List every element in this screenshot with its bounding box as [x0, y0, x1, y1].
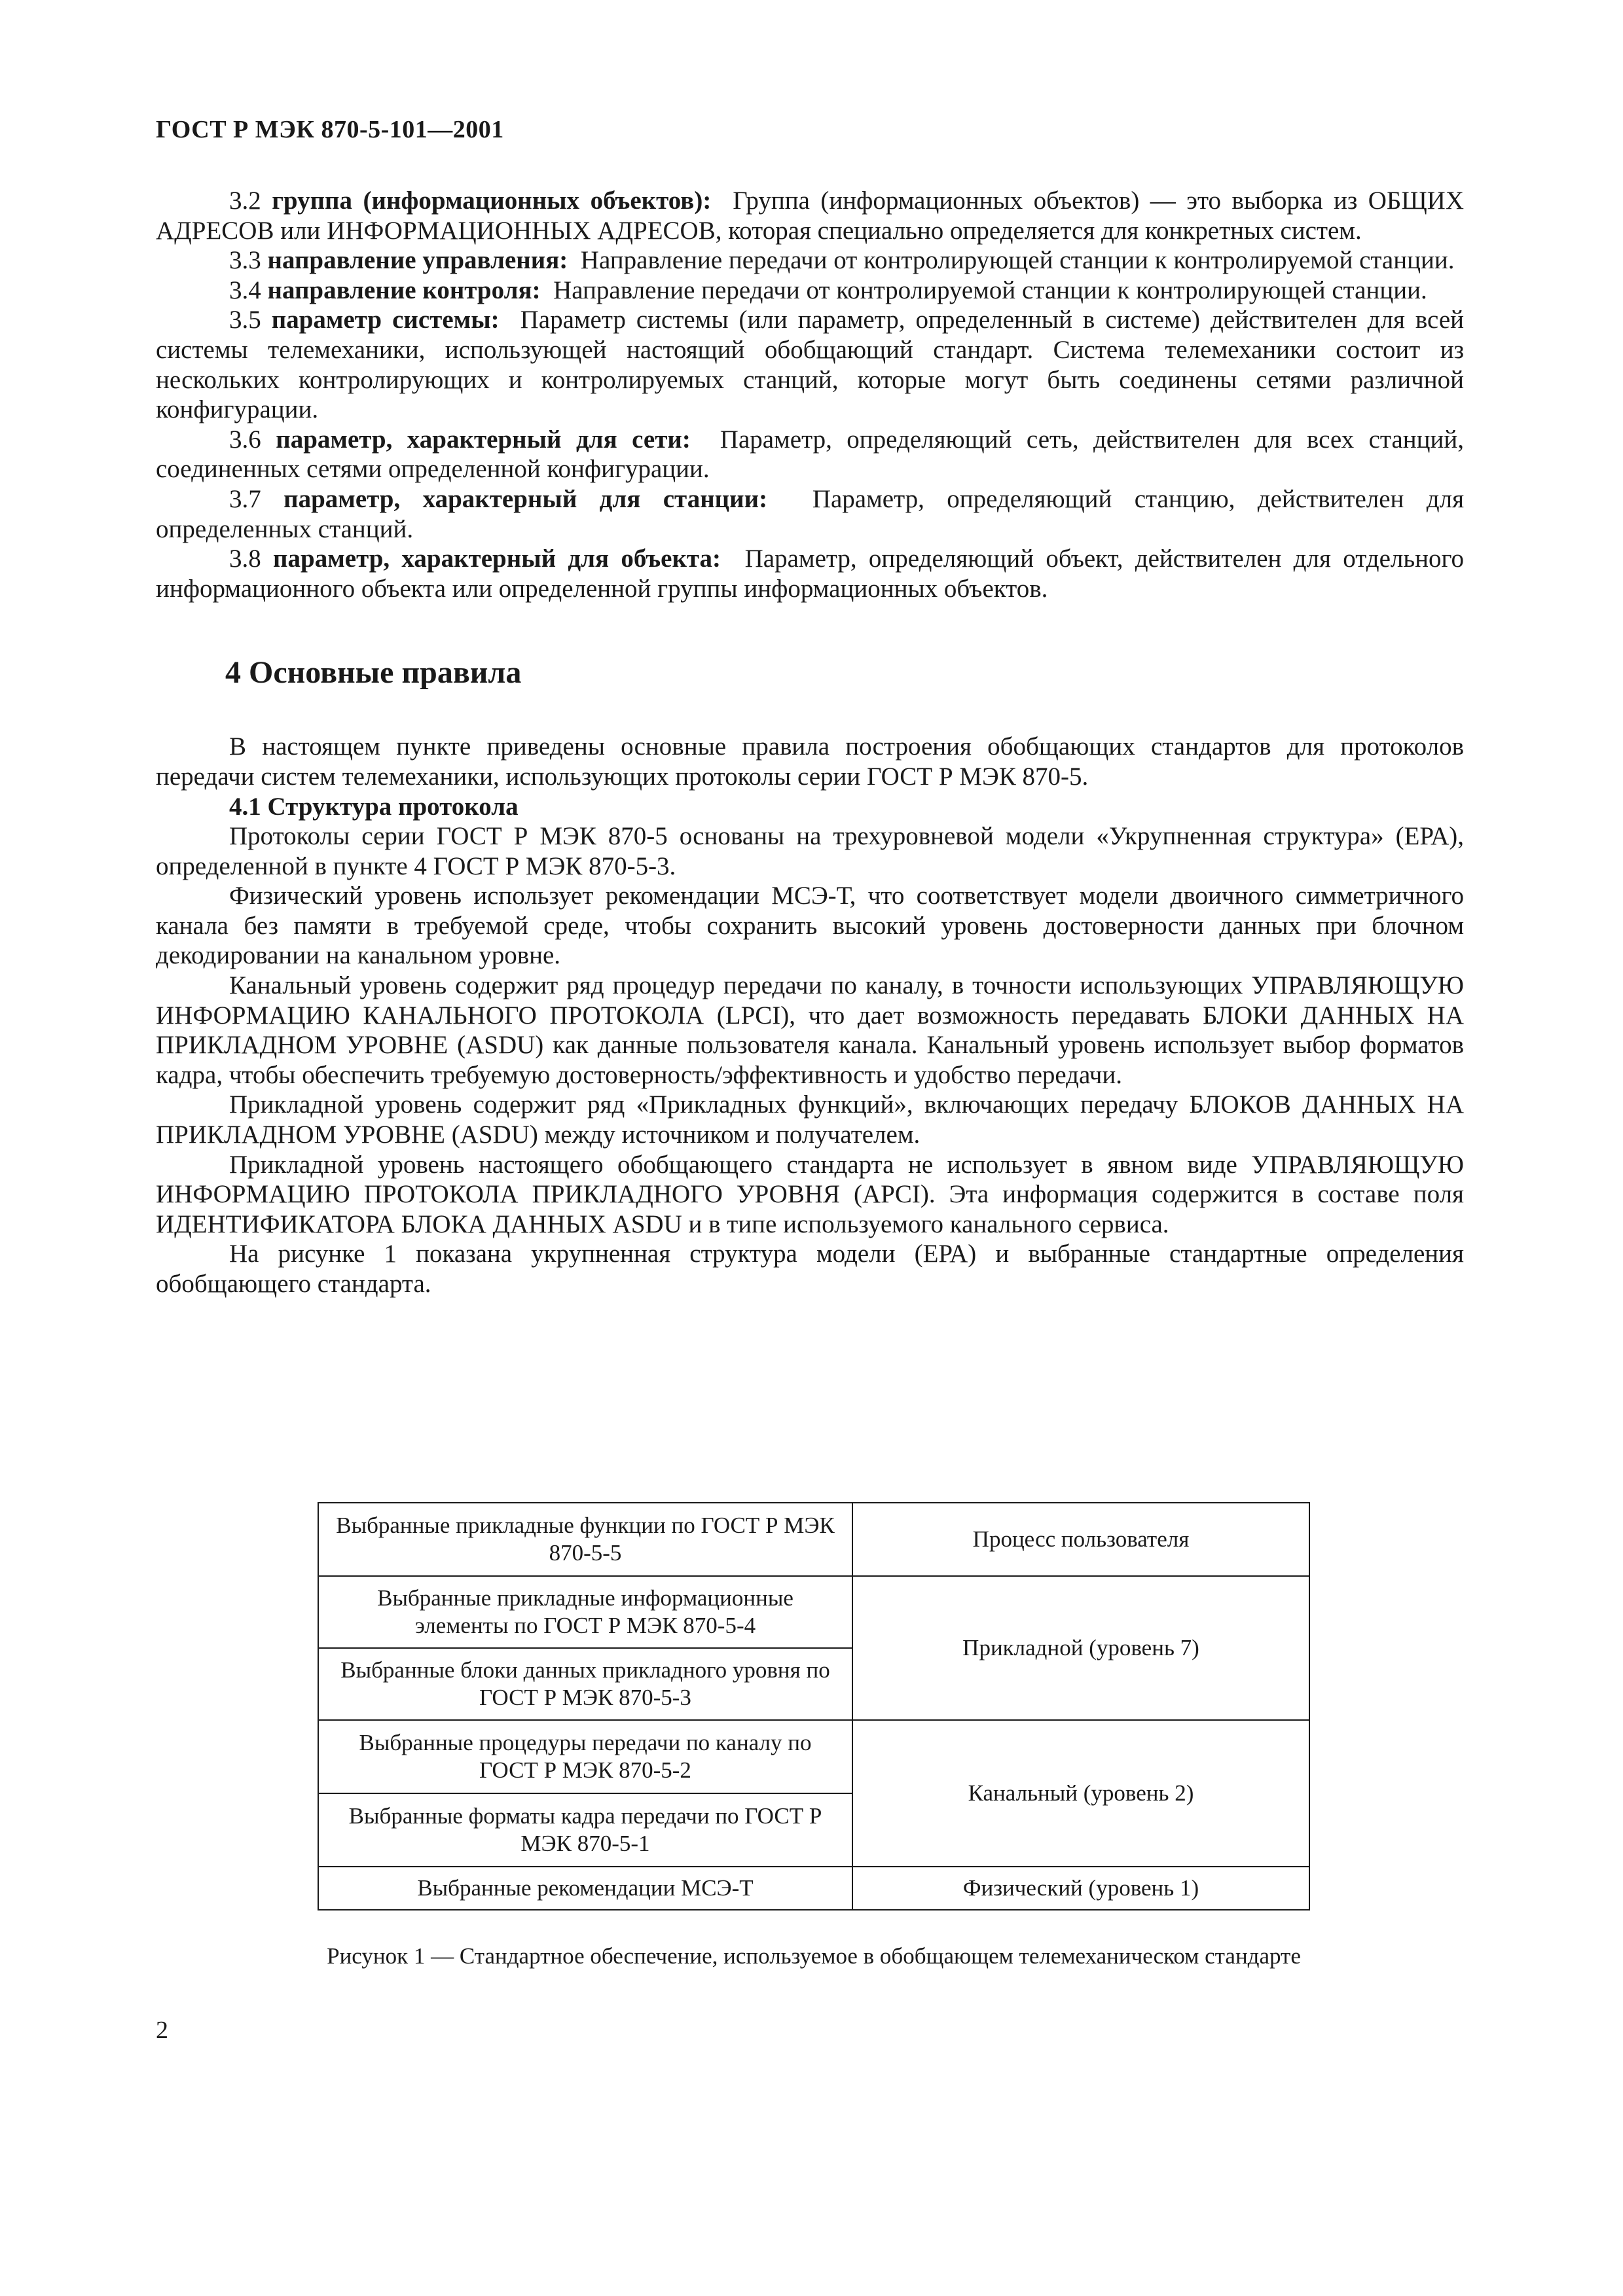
paragraph: Физический уровень использует рекомендации МСЭ-Т, что соответствует модели двоичного симметричного канала без памяти в требуемой среде, чтобы сохранить высокий уровень достоверности данных при блочном декодировании на канальном уровне. [156, 882, 1464, 970]
table-cell: Выбранные процедуры передачи по каналу по ГОСТ Р МЭК 870-5-2 [318, 1720, 852, 1793]
definition-term: направление контроля: [267, 276, 541, 304]
table-row [318, 1867, 1309, 1910]
page-number: 2 [156, 2017, 168, 2044]
definition-3-7: 3.7 параметр, характерный для станции: Параметр, определяющий станцию, действителен для определенных станций. [156, 484, 1465, 543]
definition-3-6: 3.6 параметр, характерный для сети: Параметр, определяющий сеть, действителен для всех станций, соединенных сетями определенной конфигурации. [156, 425, 1464, 484]
table-cell: Прикладной (уровень 7) [852, 1576, 1309, 1720]
definition-3-4: 3.4 направление контроля: Направление передачи от контролируемой станции к контролирующей станции. [229, 276, 1427, 304]
table-cell: Физический (уровень 1) [852, 1867, 1309, 1910]
definition-3-3: 3.3 направление управления: Направление передачи от контролирующей станции к контролируемой станции. [229, 246, 1455, 275]
paragraph: Канальный уровень содержит ряд процедур передачи по каналу, в точности использующих УПРАВЛЯЮЩУЮ ИНФОРМАЦИЮ КАНАЛЬНОГО ПРОТОКОЛА (LPCI), что дает возможность передавать БЛОКИ ДАННЫХ НА ПРИКЛАДНОМ УРОВНЕ (ASDU) как данные пользователя канала. Канальный уровень использует выбор форматов кадра, чтобы обеспечить требуемую достоверность/эффективность и удобство передачи. [156, 971, 1464, 1089]
document-body [156, 186, 1464, 1299]
section-title: 4 Основные правила [225, 655, 522, 691]
table-row [318, 1576, 1309, 1648]
table-cell: Выбранные блоки данных прикладного уровня по ГОСТ Р МЭК 870-5-3 [318, 1648, 852, 1720]
table-cell: Канальный (уровень 2) [852, 1720, 1309, 1867]
paragraph: Прикладной уровень настоящего обобщающего стандарта не использует в явном виде УПРАВЛЯЮЩУЮ ИНФОРМАЦИЮ ПРОТОКОЛА ПРИКЛАДНОГО УРОВНЯ (APCI). Эта информация содержится в составе поля ИДЕНТИФИКАТОРА БЛОКА ДАННЫХ ASDU и в типе используемого канального сервиса. [156, 1150, 1464, 1238]
table-cell: Процесс пользователя [852, 1503, 1309, 1576]
definition-term: параметр системы: [271, 306, 500, 334]
paragraph: Протоколы серии ГОСТ Р МЭК 870-5 основаны на трехуровневой модели «Укрупненная структура» (ЕРА), определенной в пункте 4 ГОСТ Р МЭК 870-5-3. [156, 822, 1464, 880]
definition-term: параметр, характерный для объекта: [273, 545, 721, 573]
table-cell: Выбранные прикладные функции по ГОСТ Р МЭК 870-5-5 [318, 1503, 852, 1576]
paragraph: На рисунке 1 показана укрупненная структура модели (ЕРА) и выбранные стандартные определения обобщающего стандарта. [156, 1240, 1464, 1298]
definition-3-8: 3.8 параметр, характерный для объекта: Параметр, определяющий объект, действителен для отдельного информационного объекта или определенной группы информационных объектов. [156, 545, 1465, 603]
table-cell: Выбранные прикладные информационные элементы по ГОСТ Р МЭК 870-5-4 [318, 1576, 852, 1648]
definition-term: группа (информационных объектов): [272, 187, 712, 215]
definition-term: параметр, характерный для станции: [283, 484, 768, 513]
document-header: ГОСТ Р МЭК 870-5-101—2001 [156, 116, 504, 143]
table-row [318, 1720, 1309, 1793]
definition-term: направление управления: [267, 246, 568, 275]
figure-table [318, 1502, 1310, 1910]
definition-3-2: 3.2 группа (информационных объектов): Группа (информационных объектов) — это выборка из ОБЩИХ АДРЕСОВ или ИНФОРМАЦИОННЫХ АДРЕСОВ, которая специально определяется для конкретных систем. [156, 187, 1464, 245]
definition-3-5: 3.5 параметр системы: Параметр системы (или параметр, определенный в системе) действителен для всей системы телемеханики, использующей настоящий обобщающий стандарт. Система телемеханики состоит из нескольких контролирующих и контролируемых станций, которые могут быть соединены сетями различной конфигурации. [156, 306, 1465, 424]
table-cell: Выбранные рекомендации МСЭ-Т [318, 1867, 852, 1910]
definition-term: параметр, характерный для сети: [276, 425, 691, 454]
subsection-title: 4.1 Структура протокола [229, 792, 519, 821]
section-intro: В настоящем пункте приведены основные правила построения обобщающих стандартов для протоколов передачи систем телемеханики, использующих протоколы серии ГОСТ Р МЭК 870-5. [156, 732, 1464, 791]
figure-caption: Рисунок 1 — Стандартное обеспечение, используемое в обобщающем телемеханическом стандарте [327, 1943, 1301, 1969]
table-row [318, 1503, 1309, 1576]
table-cell: Выбранные форматы кадра передачи по ГОСТ Р МЭК 870-5-1 [318, 1793, 852, 1867]
paragraph: Прикладной уровень содержит ряд «Прикладных функций», включающих передачу БЛОКОВ ДАННЫХ НА ПРИКЛАДНОМ УРОВНЕ (ASDU) между источником и получателем. [156, 1090, 1464, 1149]
